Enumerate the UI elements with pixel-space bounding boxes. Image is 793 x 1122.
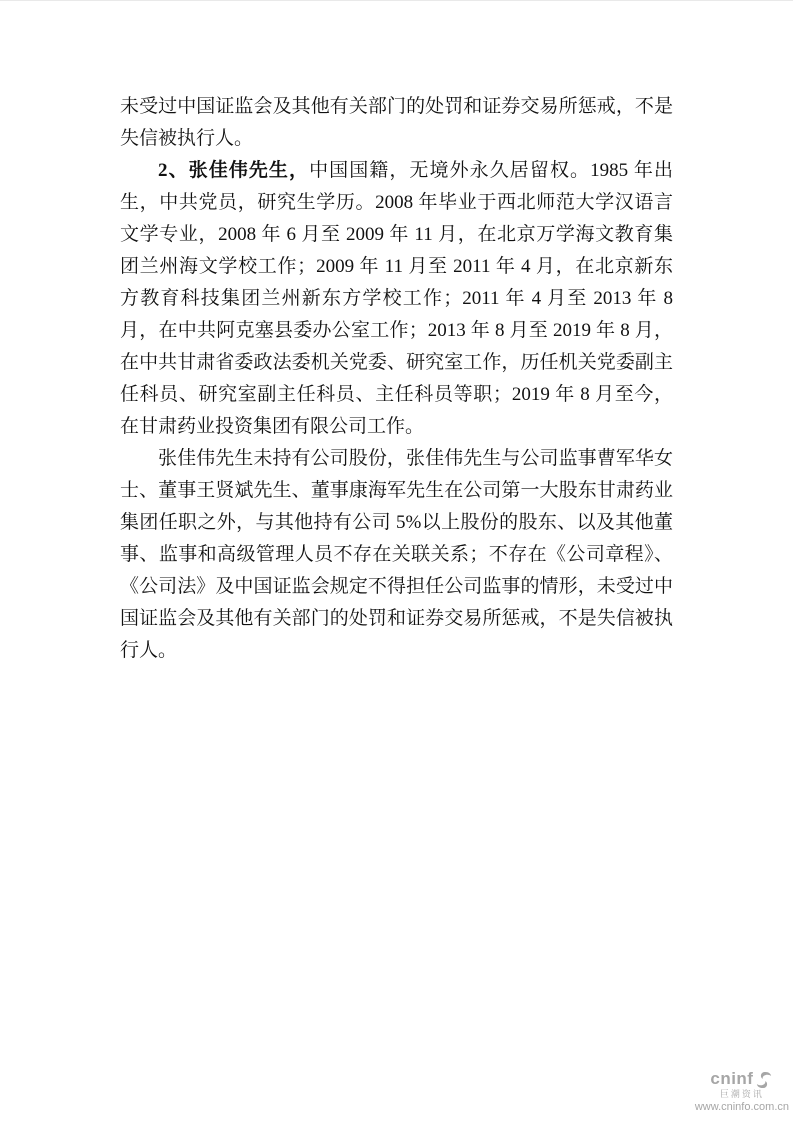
paragraph-text: 中国国籍，无境外永久居留权。1985 年出生，中共党员，研究生学历。2008 年毕业于西北师范大学汉语言文学专业，2008 年 6 月至 2009 年 11 月，在北京万学海文教育集团兰州海文学校工作；2009 年 11 月至 2011 年 4 月，在北京新东方教育科技集团兰州新东方学校工作；2011 年 4 月至 2013 年 8 月，在中共阿克塞县委办公室工作；2013 年 8 月至 2019 年 8 月，在中共甘肃省委政法委机关党委、研究室工作，历任机关党委副主任科员、研究室副主任科员、主任科员等职；2019 年 8 月至今，在甘肃药业投资集团有限公司工作。 <box>120 160 673 437</box>
paragraph-text: 张佳伟先生未持有公司股份，张佳伟先生与公司监事曹军华女士、董事王贤斌先生、董事康海军先生在公司第一大股东甘肃药业集团任职之外，与其他持有公司 5%以上股份的股东、以及其他董事、监事和高级管理人员不存在关联关系；不存在《公司章程》、《公司法》及中国证监会规定不得担任公司监事的情形，未受过中国证监会及其他有关部门的处罚和证券交易所惩戒，不是失信被执行人。 <box>120 448 673 661</box>
cninfo-watermark <box>695 1070 789 1113</box>
cninfo-chinese-name: 巨潮资讯 <box>719 1089 764 1100</box>
document-page <box>0 1 793 1122</box>
person-name-lead: 2、张佳伟先生， <box>158 160 310 181</box>
cninfo-brand-text: cninf <box>710 1069 754 1089</box>
cninfo-brand-row <box>710 1070 773 1089</box>
cninfo-swirl-icon <box>755 1071 773 1089</box>
paragraph-bio-zhangjiawei <box>120 155 673 443</box>
document-body <box>120 91 673 667</box>
paragraph-continuation <box>120 91 673 155</box>
paragraph-text: 未受过中国证监会及其他有关部门的处罚和证券交易所惩戒，不是失信被执行人。 <box>120 96 673 149</box>
cninfo-url: www.cninfo.com.cn <box>694 1100 789 1113</box>
paragraph-disclosure <box>120 443 673 667</box>
